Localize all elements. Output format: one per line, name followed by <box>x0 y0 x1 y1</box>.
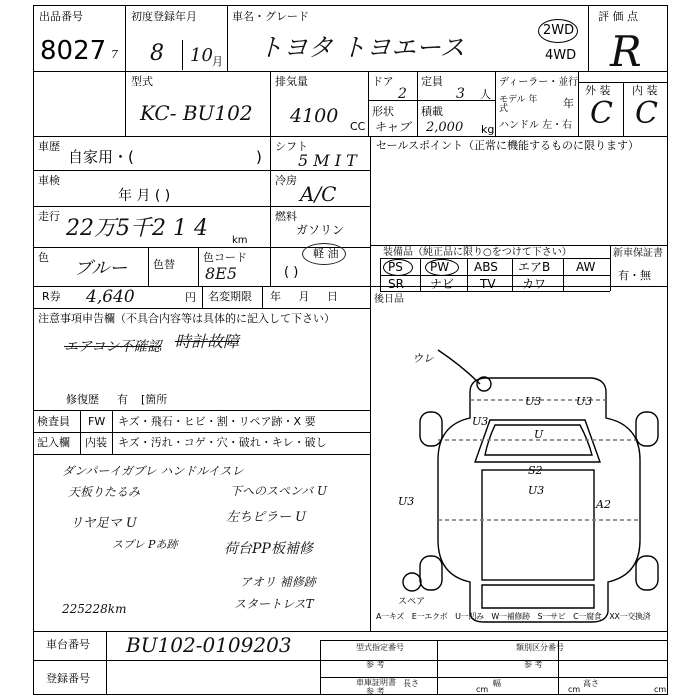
color-code-value: 8E5 <box>205 264 238 283</box>
model-year-label: モデル 年式 <box>499 95 538 114</box>
length-label: 長さ <box>403 679 419 688</box>
caution-label: 注意事項申告欄（不具合内容等は具体的に記入して下さい） <box>38 312 335 325</box>
inspector-label: 検査員 <box>37 415 70 428</box>
damage-mark-u3-front-right: U3 <box>576 395 593 408</box>
handwritten-note-2: 天板りたるみ <box>68 485 141 499</box>
displacement-unit: CC <box>350 120 366 133</box>
car-history-value: 自家用・( <box>68 148 134 166</box>
ac-value: A/C <box>300 182 337 206</box>
capacity-unit: 人 <box>480 88 491 101</box>
load-label: 積載 <box>421 105 443 118</box>
name-change-value: 年 月 日 <box>270 290 338 303</box>
drive-2wd: 2WD <box>543 23 575 38</box>
ac-label: 冷房 <box>275 174 297 187</box>
doors-label: ドア <box>372 75 394 88</box>
equip-ps: PS <box>388 260 403 274</box>
equip-leather: カワ <box>522 277 547 291</box>
damage-mark-u3-side: U3 <box>398 495 415 508</box>
spare-label: スペア <box>398 597 426 607</box>
rear-items-label: 後日品 <box>374 294 404 305</box>
drive-4wd: 4WD <box>545 48 577 63</box>
mileage-label: 走行 <box>38 210 60 223</box>
equip-navi: ナビ <box>430 277 455 291</box>
width-label: 幅 <box>493 679 501 688</box>
interior-value: C <box>635 96 658 131</box>
handwritten-note-10: 225228km <box>62 602 127 616</box>
r-ticket-value: 4,640 <box>86 287 135 307</box>
model-label: 型式 <box>131 75 153 88</box>
interior-row-label: 内装 <box>85 436 107 449</box>
grade-value: R <box>610 27 642 76</box>
exterior-label: 外 装 <box>585 84 611 97</box>
equip-abs: ABS <box>474 260 498 274</box>
r-ticket-label: R券 <box>42 290 61 303</box>
load-unit: kg <box>481 123 495 136</box>
vehicle-cert-sub: 参 考 <box>366 687 385 696</box>
type-designation-label: 型式指定番号 <box>356 643 404 652</box>
category-label: 類別区分番号 <box>516 643 564 652</box>
first-registration-month-unit: 月 <box>212 55 223 68</box>
shape-value: キャブ <box>374 120 411 134</box>
repair-history-label: 修復歴 <box>66 393 99 406</box>
equipment-label: 装備品（純正品に限り○をつけて下さい） <box>383 247 572 258</box>
damage-legend: A一キズ E一エクボ U一凹み W一補修跡 S一サビ C一腐食 XX一交換済 <box>376 612 651 621</box>
interior-label: 内 装 <box>632 84 658 97</box>
vehicle-name-value: トヨタ トヨエース <box>258 33 465 62</box>
registration-label: 登録番号 <box>46 672 90 685</box>
damage-mark-u-cab: U <box>534 428 544 441</box>
lot-number-label: 出品番号 <box>39 10 83 23</box>
capacity-value: 3 <box>456 86 465 102</box>
width-unit: cm <box>568 685 581 694</box>
mileage-value: 22万5千2 1 4 <box>66 216 208 241</box>
vehicle-cert-label: 車庫証明書 <box>356 678 396 687</box>
handwritten-note-6: 左ちピラー U <box>226 510 307 525</box>
displacement-value: 4100 <box>290 105 339 127</box>
repair-history-part: [箇所 <box>141 393 168 406</box>
fuel-value: ガソリン <box>296 223 345 237</box>
exterior-value: C <box>590 96 613 131</box>
displacement-label: 排気量 <box>275 75 308 88</box>
caution-note-2: 時計故障 <box>175 332 240 351</box>
equip-aw: AW <box>576 260 596 274</box>
color-code-paren: ( ) <box>284 265 299 280</box>
grade-label: 評 価 点 <box>598 10 638 23</box>
fuel-label: 燃料 <box>275 210 297 223</box>
handwritten-note-8: アオリ 補修跡 <box>240 575 316 589</box>
color-code-label: 色コード <box>203 251 247 264</box>
repaint-label: 色替 <box>153 258 175 271</box>
damage-mark-u3-front: U3 <box>525 395 542 408</box>
damage-mark-u3-bed: U3 <box>528 484 545 497</box>
handle-label: ハンドル 左・右 <box>499 120 573 131</box>
damage-note-kure: ウレ <box>412 352 434 365</box>
sales-point-label: セールスポイント（正常に機能するものに限ります） <box>376 139 640 152</box>
height-label: 高さ <box>583 679 599 688</box>
caution-note-1: エアコン不確認 <box>64 339 162 355</box>
mileage-unit: km <box>232 235 248 246</box>
capacity-label: 定員 <box>421 75 443 88</box>
damage-mark-a2-side: A2 <box>596 498 611 511</box>
chassis-label: 車台番号 <box>46 638 90 651</box>
color-value: ブルー <box>74 258 128 279</box>
damage-mark-s2: S2 <box>528 464 543 477</box>
interior-row: キズ・汚れ・コゲ・穴・破れ・キレ・破し <box>118 436 327 449</box>
handwritten-note-1: ダンパーイガブレ ハンドルイスレ <box>62 464 244 478</box>
handwritten-note-4: スプレ Pあ跡 <box>112 538 178 551</box>
color-label: 色 <box>38 251 49 264</box>
handwritten-note-3: リヤ足マ U <box>70 516 137 531</box>
warranty-label: 新車保証書 <box>613 248 663 259</box>
equip-pw: PW <box>430 260 450 274</box>
category-sub: 参 考 <box>524 660 543 669</box>
first-registration-month: 10 <box>190 45 213 66</box>
handwritten-note-5: 下へのスペンバ U <box>230 484 328 498</box>
warranty-value: 有・無 <box>618 269 651 282</box>
fw-row: キズ・飛石・ヒビ・割・リペア跡・X 要 <box>118 415 316 428</box>
lot-number-value: 8027 <box>40 36 107 66</box>
length-unit: cm <box>476 685 489 694</box>
repair-history-value: 有 <box>117 393 128 406</box>
entry-label: 記入欄 <box>37 436 70 449</box>
first-registration-year: 8 <box>150 41 164 66</box>
model-year-unit: 年 <box>563 97 574 110</box>
vehicle-name-label: 車名・グレード <box>232 10 309 23</box>
handwritten-note-7: 荷台PP板補修 <box>224 541 313 557</box>
dealer-label: ディーラー・並行 <box>499 77 579 88</box>
car-history-close: ) <box>256 148 262 166</box>
shift-value: 5 M I T <box>298 151 357 170</box>
type-designation-sub: 参 考 <box>366 660 385 669</box>
fw-label: FW <box>88 415 106 428</box>
fuel-alt: 軽 油 <box>313 247 339 260</box>
handwritten-note-9: スタートレスT <box>234 597 314 611</box>
first-registration-label: 初度登録年月 <box>131 10 197 23</box>
r-ticket-unit: 円 <box>185 291 196 304</box>
equip-tv: TV <box>480 277 496 291</box>
height-unit: cm <box>654 685 667 694</box>
shaken-label: 車検 <box>38 174 60 187</box>
chassis-value: BU102-0109203 <box>126 633 292 657</box>
doors-value: 2 <box>398 86 407 102</box>
equip-sr: SR <box>388 277 404 291</box>
shift-label: シフト <box>275 140 308 153</box>
shape-label: 形状 <box>372 105 394 118</box>
model-value: KC- BU102 <box>140 101 253 125</box>
lot-number-suffix: 7 <box>111 48 118 61</box>
shaken-value: 年 月 ( ) <box>118 188 171 204</box>
damage-mark-u3-left: U3 <box>472 415 489 428</box>
equip-airbag: エアB <box>518 260 551 274</box>
car-history-label: 車歴 <box>38 140 60 153</box>
load-value: 2,000 <box>426 120 464 135</box>
name-change-label: 名変期限 <box>208 290 252 303</box>
